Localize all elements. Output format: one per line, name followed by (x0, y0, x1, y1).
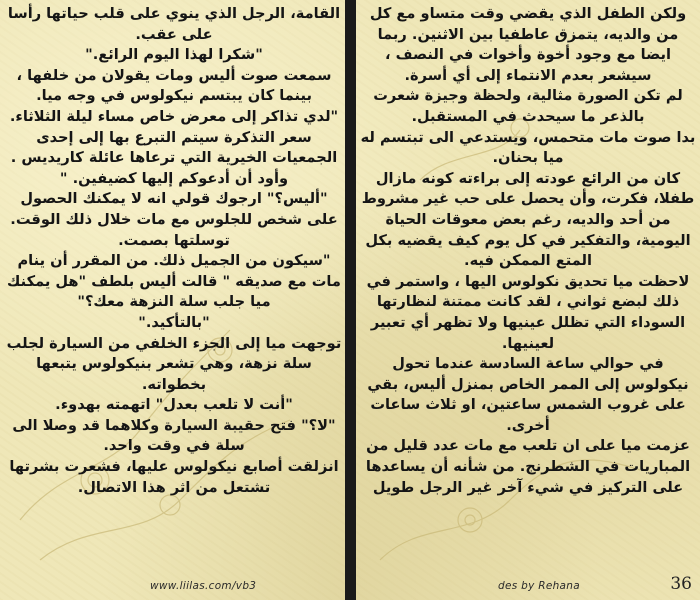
left-text-column (6, 4, 342, 498)
left-paragraph: القامة، الرجل الذي ينوي على قلب حياتها رأسا على عقب. (7, 5, 341, 43)
designer-credit: des by Rehana (498, 580, 580, 592)
left-paragraph: "أليس؟" ارجوك قولي انه لا يمكنك الحصول على شخص للجلوس مع مات خلال ذلك الوقت. توسلتها بصمت. (10, 190, 338, 249)
left-paragraph: توجهت ميا إلى الجزء الخلفي من السيارة لجلب سلة نزهة، وهي تشعر بنيكولوس يتبعها بخطواته. (6, 334, 342, 393)
right-text-column (360, 4, 696, 498)
website-watermark: www.liilas.com/vb3 (150, 580, 257, 592)
right-paragraph: بدا صوت مات متحمس، ويستدعي الى تبتسم له ميا بحنان. (360, 128, 696, 167)
right-paragraph: ولكن الطفل الذي يقضي وقت متساو مع كل من والديه، يتمزق عاطفيا بين الاثنين. ربما ايضا مع وجود أخوة وأخوات في النصف ، سيشعر بعدم الانتماء إلى أي أسرة. (369, 5, 687, 84)
left-paragraph: "سيكون من الجميل ذلك. من المقرر أن ينام مات مع صديقه " قالت أليس بلطف "هل يمكنك ميا جلب سلة النزهة معك؟" (7, 252, 341, 311)
page-number: 36 (670, 574, 692, 594)
right-paragraph: في حوالي ساعة السادسة عندما تحول نيكولوس إلى الممر الخاص بمنزل أليس، بقي على غروب الشمس ساعتين، او ثلاث ساعات أخرى. (367, 355, 689, 434)
left-paragraph: انزلقت أصابع نيكولوس عليها، فشعرت بشرتها تشتعل من اثر هذا الاتصال. (9, 458, 339, 496)
right-paragraph: عزمت ميا على ان تلعب مع مات عدد قليل من المباريات في الشطرنج. من شأنه أن يساعدها على التركيز في شيء آخر غير الرجل طويل (365, 437, 691, 496)
right-paragraph: لم تكن الصورة مثالية، ولحظة وجيزة شعرت بالذعر ما سيحدث في المستقبل. (373, 87, 683, 125)
left-paragraph: "لدي تذاكر إلى معرض خاص مساء ليلة الثلاثاء. سعر التذكرة سيتم التبرع بها إلى إحدى الجمعيات الخيرية التي ترعاها عائلة كاريديس . وأود أن أدعوكم إليها كضيفين. " (9, 107, 339, 187)
left-paragraph: "لا؟" فتح حقيبة السيارة وكلاهما قد وصلا الى سلة في وقت واحد. (12, 416, 336, 455)
left-paragraph: سمعت صوت أليس ومات يقولان من خلفها ، بينما كان يبتسم نيكولوس في وجه ميا. (16, 66, 332, 105)
right-paragraph: لاحظت ميا تحديق نكولوس اليها ، واستمر في ذلك لبضع ثواني ، لقد كانت ممتنة لنظارتها السوداء التي تظلل عينيها ولا تظهر أي تعبير لعينيها. (366, 272, 690, 352)
left-paragraph: "بالتأكيد." (138, 313, 210, 331)
right-paragraph: كان من الرائع عودته إلى براءته كونه مازال طفلا، فكرت، وأن يحصل على حب غير مشروط من أحد والديه، رغم بعض معوقات الحياة اليومية، والتفكير في كل يوم كيف يقضيه بكل المتع الممكن فيه. (361, 169, 695, 270)
column-divider (345, 0, 356, 600)
left-paragraph: "أنت لا تلعب بعدل" اتهمته بهدوء. (55, 396, 293, 414)
left-paragraph: "شكرا لهذا اليوم الرائع." (85, 46, 263, 64)
